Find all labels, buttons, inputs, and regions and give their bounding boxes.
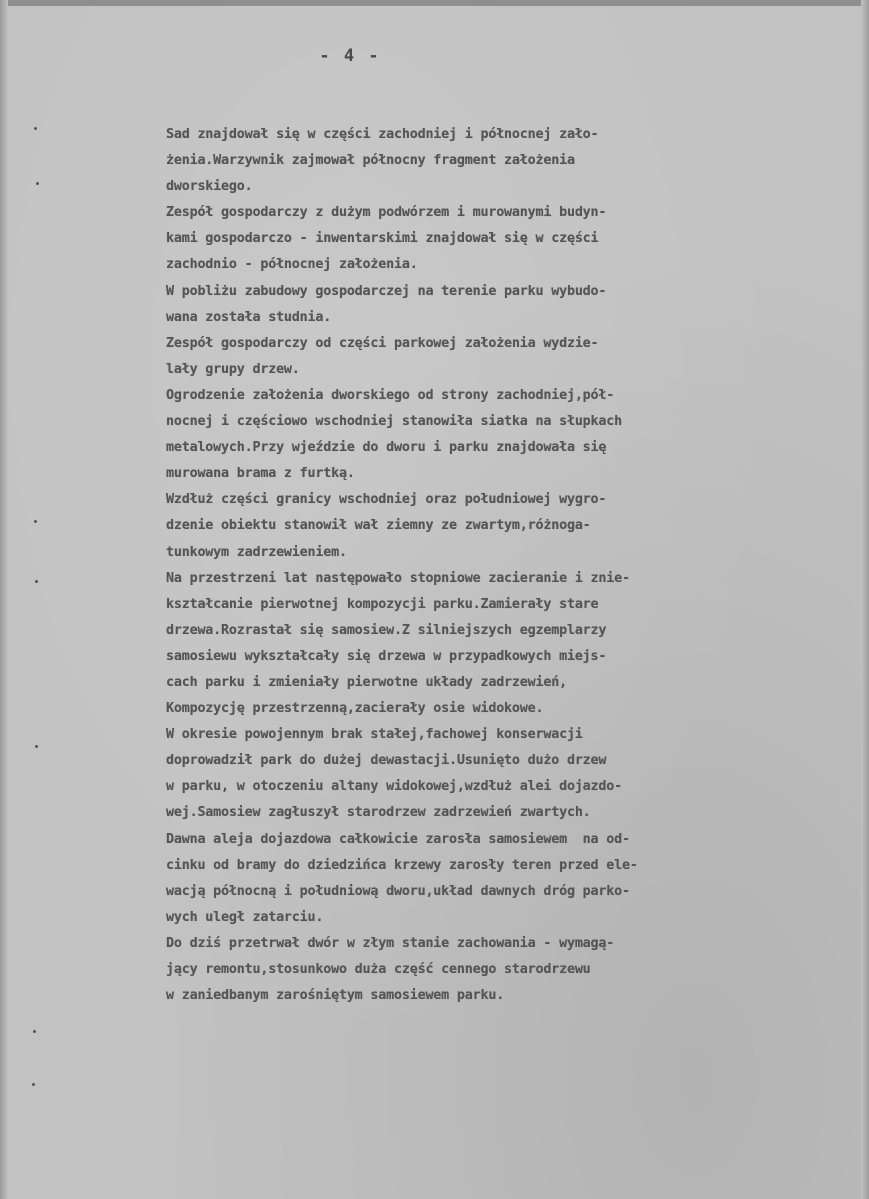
text-line: Kompozycję przestrzenną,zacierały osie widokowe. — [166, 701, 544, 717]
text-line: Ogrodzenie założenia dworskiego od strony zachodniej,pół- — [166, 387, 615, 403]
text-line: wana została studnia. — [166, 309, 332, 325]
text-line: cinku od bramy do dziedzińca krzewy zarosły teren przed ele- — [166, 857, 638, 873]
scan-border-top — [0, 0, 869, 6]
scan-border-left — [0, 0, 8, 1199]
text-line: Sad znajdował się w części zachodniej i północnej zało- — [166, 127, 599, 142]
text-line: Do dziś przetrwał dwór w złym stanie zachowania - wymagą- — [166, 935, 615, 951]
punch-mark — [35, 745, 38, 748]
text-line: kształcanie pierwotnej kompozycji parku.Zamierały stare — [166, 596, 599, 612]
text-line: zachodnio - północnej założenia. — [166, 257, 418, 273]
punch-mark — [33, 1030, 36, 1033]
punch-mark — [36, 182, 39, 185]
text-line: Zespół gospodarczy od części parkowej założenia wydzie- — [166, 335, 599, 351]
text-line: w zaniedbanym zarośniętym samosiewem parku. — [166, 988, 505, 1004]
text-line: Dawna aleja dojazdowa całkowicie zarosła samosiewem na od- — [166, 831, 630, 847]
text-line: kami gospodarczo - inwentarskimi znajdował się w części — [166, 231, 599, 247]
punch-mark — [34, 127, 37, 130]
text-line: Na przestrzeni lat następowało stopniowe zacieranie i znie- — [166, 570, 630, 586]
text-line: jący remontu,stosunkowo duża część cennego starodrzewu — [166, 962, 591, 977]
text-line: w parku, w otoczeniu altany widokowej,wzdłuż alei dojazdo- — [166, 779, 622, 795]
text-line: wych uległ zatarciu. — [166, 909, 324, 925]
text-line: doprowadził park do dużej dewastacji.Usunięto dużo drzew — [166, 753, 607, 769]
text-line: wej.Samosiew zagłuszył starodrzew zadrzewień zwartych. — [166, 805, 591, 821]
text-line: metalowych.Przy wjeździe do dworu i parku znajdowała się — [166, 440, 607, 456]
text-line: cach parku i zmieniały pierwotne układy zadrzewień, — [166, 674, 567, 690]
page-number: - 4 - — [319, 46, 381, 66]
text-line: dzenie obiektu stanowił wał ziemny ze zwartym,różnoga- — [166, 518, 591, 534]
scan-border-right — [861, 0, 869, 1199]
punch-mark — [32, 1083, 35, 1086]
text-line: Wzdłuż części granicy wschodniej oraz południowej wygro- — [166, 492, 607, 508]
text-line: Zespół gospodarczy z dużym podwórzem i murowanymi budyn- — [166, 205, 607, 221]
text-line: murowana brama z furtką. — [166, 466, 355, 482]
body-text — [166, 122, 816, 1009]
text-line: drzewa.Rozrastał się samosiew.Z silniejszych egzemplarzy — [166, 622, 607, 638]
text-line: W okresie powojennym brak stałej,fachowej konserwacji — [166, 727, 583, 743]
text-line: lały grupy drzew. — [166, 361, 300, 377]
text-line: żenia.Warzywnik zajmował północny fragment założenia — [166, 153, 575, 169]
punch-mark — [35, 580, 38, 583]
text-line: nocnej i częściowo wschodniej stanowiła siatka na słupkach — [166, 414, 622, 430]
text-line: samosiewu wykształcały się drzewa w przypadkowych miejs- — [166, 648, 607, 664]
text-line: dworskiego. — [166, 179, 253, 195]
text-line: W pobliżu zabudowy gospodarczej na terenie parku wybudo- — [166, 283, 607, 299]
punch-mark — [34, 520, 37, 523]
text-line: tunkowym zadrzewieniem. — [166, 544, 347, 560]
text-line: wacją północną i południową dworu,układ dawnych dróg parko- — [166, 883, 630, 899]
